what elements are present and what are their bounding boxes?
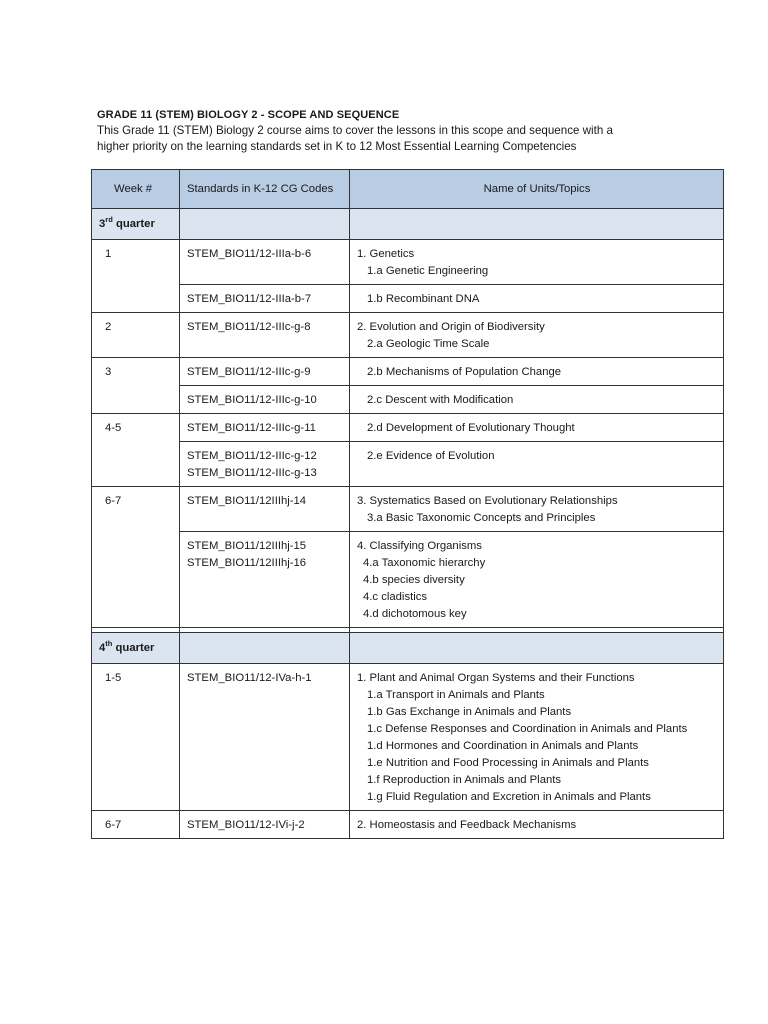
table-row [92,285,724,313]
topics-cell: 1. Plant and Animal Organ Systems and their Functions 1.a Transport in Animals and Plants 1.b Gas Exchange in Animals and Plants 1.c Defense Responses and Coordination in Animals and Plants 1.d Hormones and Coordination in Animals and Plants 1.e Nutrition and Food Processing in Animals and Plants 1.f Reproduction in Animals and Plants 1.g Fluid Regulation and Excretion in Animals and Plants [350,664,724,811]
table-row [92,487,724,532]
scope-sequence-table [91,169,724,839]
standards-cell: STEM_BIO11/12-IIIc-g-12 STEM_BIO11/12-IIIc-g-13 [180,442,350,487]
topics-cell: 1.b Recombinant DNA [350,285,724,313]
quarter-cell [180,209,350,240]
table-row [92,358,724,386]
standards-cell: STEM_BIO11/12-IVi-j-2 [180,811,350,839]
topics-cell: 3. Systematics Based on Evolutionary Relationships 3.a Basic Taxonomic Concepts and Principles [350,487,724,532]
standards-cell: STEM_BIO11/12-IIIa-b-7 [180,285,350,313]
standards-cell: STEM_BIO11/12-IIIc-g-11 [180,414,350,442]
table-row [92,240,724,285]
table-header-row [92,170,724,209]
week-cell: 2 [92,313,180,358]
table-row [92,664,724,811]
topics-cell: 2.d Development of Evolutionary Thought [350,414,724,442]
topics-cell: 1. Genetics 1.a Genetic Engineering [350,240,724,285]
table-row [92,386,724,414]
table-row [92,442,724,487]
table-row [92,414,724,442]
topics-cell: 2.b Mechanisms of Population Change [350,358,724,386]
standards-cell: STEM_BIO11/12-IIIc-g-9 [180,358,350,386]
standards-cell: STEM_BIO11/12IIIhj-15 STEM_BIO11/12IIIhj-16 [180,532,350,628]
topics-cell: 2. Homeostasis and Feedback Mechanisms [350,811,724,839]
header-week: Week # [92,170,180,209]
quarter-cell [350,209,724,240]
document-intro [97,123,737,155]
week-cell: 6-7 [92,487,180,628]
standards-cell: STEM_BIO11/12IIIhj-14 [180,487,350,532]
quarter-cell [350,633,724,664]
intro-line: higher priority on the learning standards set in K to 12 Most Essential Learning Competencies [97,140,577,153]
topics-cell: 2. Evolution and Origin of Biodiversity 2.a Geologic Time Scale [350,313,724,358]
quarter-row-3rd [92,209,724,240]
week-cell: 4-5 [92,414,180,487]
table-row [92,313,724,358]
topics-cell: 4. Classifying Organisms 4.a Taxonomic hierarchy 4.b species diversity 4.c cladistics 4.d dichotomous key [350,532,724,628]
intro-line: This Grade 11 (STEM) Biology 2 course aims to cover the lessons in this scope and sequence with a [97,124,613,137]
topics-cell: 2.e Evidence of Evolution [350,442,724,487]
table-row [92,811,724,839]
quarter-label: 3rd quarter [92,209,180,240]
topics-cell: 2.c Descent with Modification [350,386,724,414]
week-cell: 3 [92,358,180,414]
header-standards: Standards in K-12 CG Codes [180,170,350,209]
document-title: GRADE 11 (STEM) BIOLOGY 2 - SCOPE AND SEQUENCE [97,109,400,121]
table-row [92,532,724,628]
standards-cell: STEM_BIO11/12-IIIa-b-6 [180,240,350,285]
quarter-label: 4th quarter [92,633,180,664]
quarter-row-4th [92,633,724,664]
header-topics: Name of Units/Topics [350,170,724,209]
standards-cell: STEM_BIO11/12-IIIc-g-8 [180,313,350,358]
week-cell: 1 [92,240,180,313]
week-cell: 1-5 [92,664,180,811]
standards-cell: STEM_BIO11/12-IIIc-g-10 [180,386,350,414]
document-header [97,107,737,155]
week-cell: 6-7 [92,811,180,839]
quarter-cell [180,633,350,664]
standards-cell: STEM_BIO11/12-IVa-h-1 [180,664,350,811]
